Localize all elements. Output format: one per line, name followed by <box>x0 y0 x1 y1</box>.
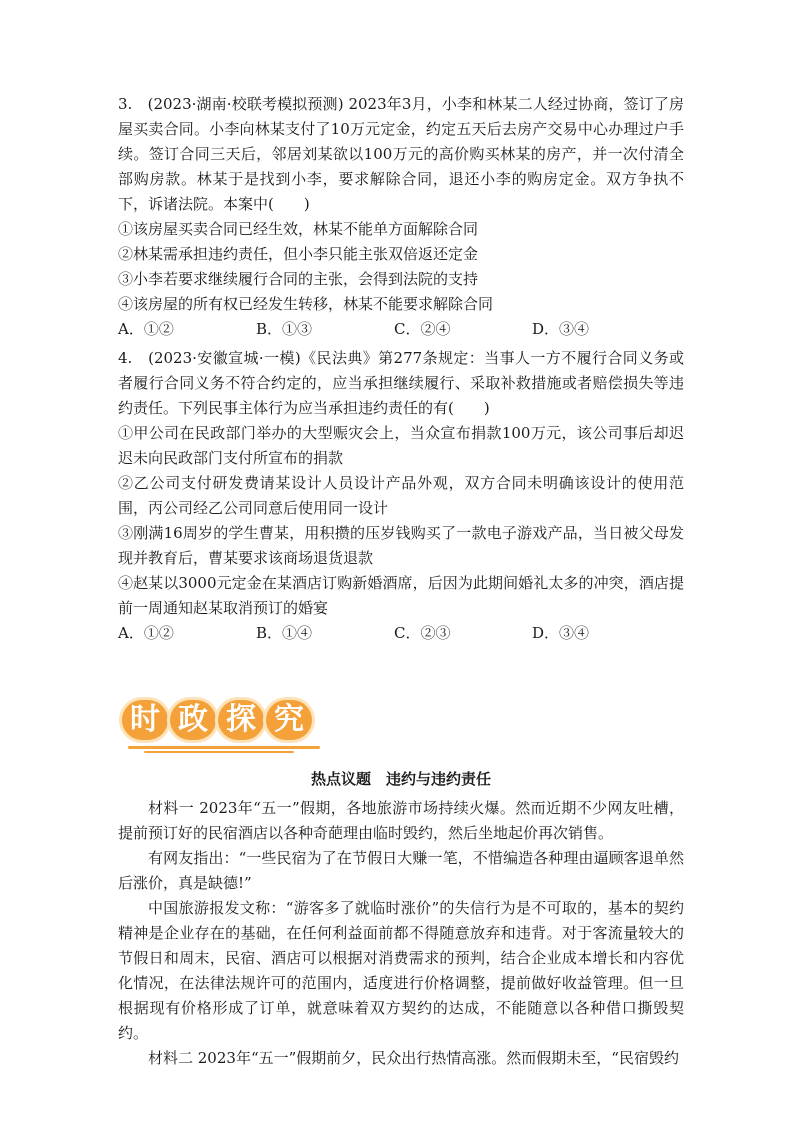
question-4-options <box>118 621 684 646</box>
option-c: C．②③ <box>394 624 451 642</box>
banner-underline <box>144 751 294 753</box>
question-4-item: ②乙公司支付研发费请某设计人员设计产品外观，双方合同未明确该设计的使用范围，丙公司经乙公司同意后使用同一设计 <box>118 474 684 517</box>
section-banner <box>118 694 323 752</box>
material-paragraph: 材料二 2023年“五一”假期前夕，民众出行热情高涨。然而假期未至，“民宿毁约 <box>148 1049 679 1067</box>
hotspot-title: 热点议题 违约与违约责任 <box>310 770 491 788</box>
banner-underline <box>128 746 320 749</box>
questions-section <box>118 92 684 646</box>
option-d: D．③④ <box>532 624 590 642</box>
banner-char: 政 <box>170 700 216 740</box>
material-paragraph: 有网友指出：“一些民宿为了在节假日大赚一笔，不惜编造各种理由逼顾客退单然后涨价，真是缺德!” <box>118 849 684 892</box>
question-4-item: ④赵某以3000元定金在某酒店订购新婚酒席，后因为此期间婚礼太多的冲突，酒店提前一周通知赵某取消预订的婚宴 <box>118 574 684 617</box>
option-a: A．①② <box>118 624 174 642</box>
material-paragraph: 材料一 2023年“五一”假期，各地旅游市场持续火爆。然而近期不少网友吐槽，提前预订好的民宿酒店以各种奇葩理由临时毁约，然后坐地起价再次销售。 <box>118 799 684 842</box>
question-3-item: ②林某需承担违约责任，但小李只能主张双倍返还定金 <box>118 245 479 263</box>
question-3 <box>118 92 684 342</box>
banner-char: 时 <box>122 700 168 740</box>
hotspot-section <box>118 768 684 1071</box>
question-3-item: ③小李若要求继续履行合同的主张，会得到法院的支持 <box>118 270 479 288</box>
question-4-item: ①甲公司在民政部门举办的大型赈灾会上，当众宣布捐款100万元，该公司事后却迟迟未向民政部门支付所宣布的捐款 <box>118 424 684 467</box>
option-b: B．①④ <box>256 624 313 642</box>
banner-char: 探 <box>218 700 264 740</box>
option-d: D．③④ <box>532 320 590 338</box>
question-3-item: ①该房屋买卖合同已经生效，林某不能单方面解除合同 <box>118 220 479 238</box>
option-c: C．②④ <box>394 320 451 338</box>
option-b: B．①③ <box>256 320 313 338</box>
question-4-item: ③刚满16周岁的学生曹某，用积攒的压岁钱购买了一款电子游戏产品，当日被父母发现并教育后，曹某要求该商场退货退款 <box>118 524 684 567</box>
question-4-stem: 4. (2023·安徽宣城·一模)《民法典》第277条规定：当事人一方不履行合同义务或者履行合同义务不符合约定的，应当承担继续履行、采取补救措施或者赔偿损失等违约责任。下列民事主体行为应当承担违约责任的有( ) <box>118 349 684 417</box>
question-3-item: ④该房屋的所有权已经发生转移，林某不能要求解除合同 <box>118 295 494 313</box>
banner-char: 究 <box>266 700 312 740</box>
question-3-stem: 3. (2023·湖南·校联考模拟预测) 2023年3月，小李和林某二人经过协商，签订了房屋买卖合同。小李向林某支付了10万元定金，约定五天后去房产交易中心办理过户手续。签订合同三天后，邻居刘某欲以100万元的高价购买林某的房产，并一次付清全部购房款。林某于是找到小李，要求解除合同，退还小李的购房定金。双方争执不下，诉诸法院。本案中( ) <box>118 95 684 213</box>
question-4 <box>118 346 684 646</box>
question-3-options <box>118 317 684 342</box>
material-paragraph: 中国旅游报发文称：“游客多了就临时涨价”的失信行为是不可取的，基本的契约精神是企业存在的基础，在任何利益面前都不得随意放弃和违背。对于客流量较大的节假日和周末，民宿、酒店可以根据对消费需求的预判，结合企业成本增长和内容优化情况，在法律法规许可的范围内，适度进行价格调整，提前做好收益管理。但一旦根据现有价格形成了订单，就意味着双方契约的达成，不能随意以各种借口撕毁契约。 <box>118 899 684 1042</box>
option-a: A．①② <box>118 320 174 338</box>
